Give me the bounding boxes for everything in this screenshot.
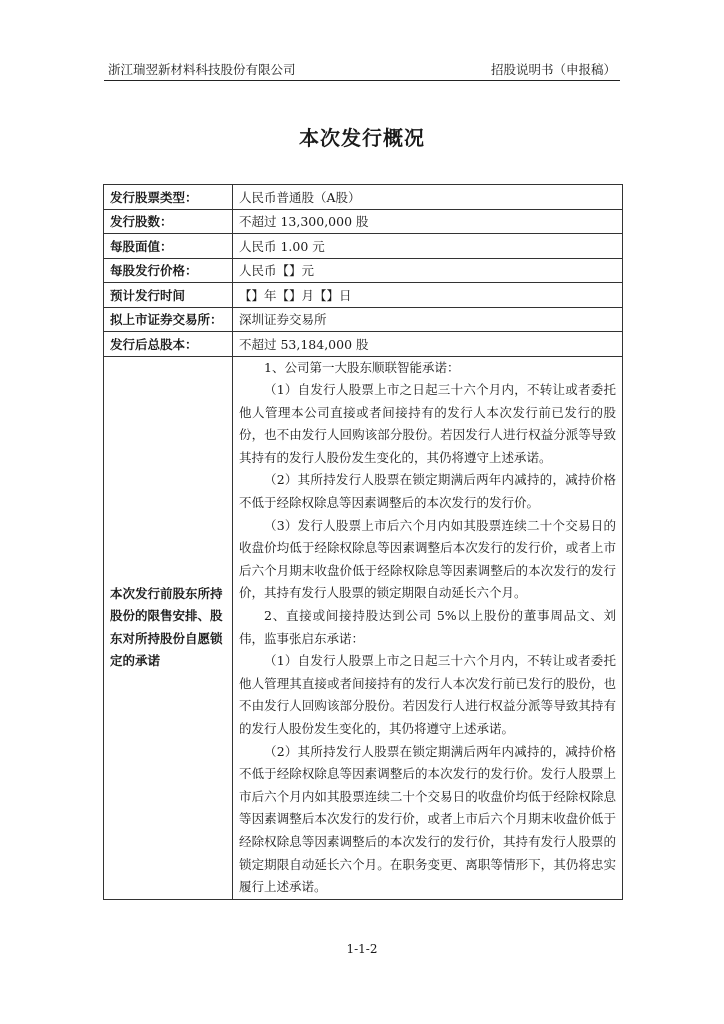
lockup-content [233, 356, 623, 899]
lockup-paragraph: 1、公司第一大股东顺联智能承诺： [264, 359, 460, 375]
row-value: 不超过 13,300,000 股 [233, 209, 623, 234]
row-label: 发行后总股本： [104, 332, 233, 357]
company-name: 浙江瑞翌新材料科技股份有限公司 [108, 62, 296, 77]
table-row [104, 332, 623, 357]
lockup-paragraph: （1）自发行人股票上市之日起三十六个月内，不转让或者委托他人管理本公司直接或者间接持有的发行人本次发行前已发行的股份，也不由发行人回购该部分股份。若因发行人进行权益分派等导致其持有的发行人股份发生变化的，其仍将遵守上述承诺。 [239, 382, 616, 465]
row-value: 深圳证券交易所 [233, 307, 623, 332]
row-label: 预计发行时间 [104, 283, 233, 308]
row-value: 人民币【】元 [233, 258, 623, 283]
document-type: 招股说明书（申报稿） [490, 62, 616, 77]
row-value: 人民币普通股（A股） [233, 185, 623, 210]
page-title: 本次发行概况 [299, 126, 425, 150]
lockup-paragraph: （2）其所持发行人股票在锁定期满后两年内减持的，减持价格不低于经除权除息等因素调整后的本次发行的发行价。发行人股票上市后六个月内如其股票连续二十个交易日的收盘价均低于经除权除息等因素调整后本次发行的发行价，或者上市后六个月期末收盘价低于经除权除息等因素调整后的本次发行的发行价，其持有发行人股票的锁定期限自动延长六个月。在职务变更、离职等情形下，其仍将忠实履行上述承诺。 [239, 743, 616, 895]
lockup-paragraph: （1）自发行人股票上市之日起三十六个月内，不转让或者委托他人管理其直接或者间接持有的发行人本次发行前已发行的股份，也不由发行人回购该部分股份。若因发行人进行权益分派等导致其持有的发行人股份发生变化的，其仍将遵守上述承诺。 [239, 653, 616, 736]
row-label: 拟上市证券交易所： [104, 307, 233, 332]
table-row [104, 258, 623, 283]
page-number: 1-1-2 [346, 942, 378, 956]
row-value: 【】年【】月【】日 [233, 283, 623, 308]
offering-table [103, 184, 623, 900]
lockup-row [104, 356, 623, 899]
table-row [104, 307, 623, 332]
lockup-paragraph: （3）发行人股票上市后六个月内如其股票连续二十个交易日的收盘价均低于经除权除息等因素调整后本次发行的发行价，或者上市后六个月期末收盘价低于经除权除息等因素调整后的本次发行的发行价，其持有发行人股票的锁定期限自动延长六个月。 [239, 517, 616, 601]
lockup-paragraph: （2）其所持发行人股票在锁定期满后两年内减持的，减持价格不低于经除权除息等因素调整后的本次发行的发行价。 [239, 472, 616, 511]
lockup-paragraph: 2、直接或间接持股达到公司 5%以上股份的董事周品文、刘伟，监事张启东承诺： [239, 608, 616, 646]
row-value: 人民币 1.00 元 [233, 234, 623, 259]
page-header [104, 58, 620, 81]
row-label: 发行股数： [104, 209, 233, 234]
row-label: 每股发行价格： [104, 258, 233, 283]
table-row [104, 209, 623, 234]
table-row [104, 283, 623, 308]
row-label: 发行股票类型： [104, 185, 233, 210]
table-row [104, 185, 623, 210]
row-label: 每股面值： [104, 234, 233, 259]
table-row [104, 234, 623, 259]
lockup-label: 本次发行前股东所持股份的限售安排、股东对所持股份自愿锁定的承诺 [104, 356, 233, 899]
row-value: 不超过 53,184,000 股 [233, 332, 623, 357]
